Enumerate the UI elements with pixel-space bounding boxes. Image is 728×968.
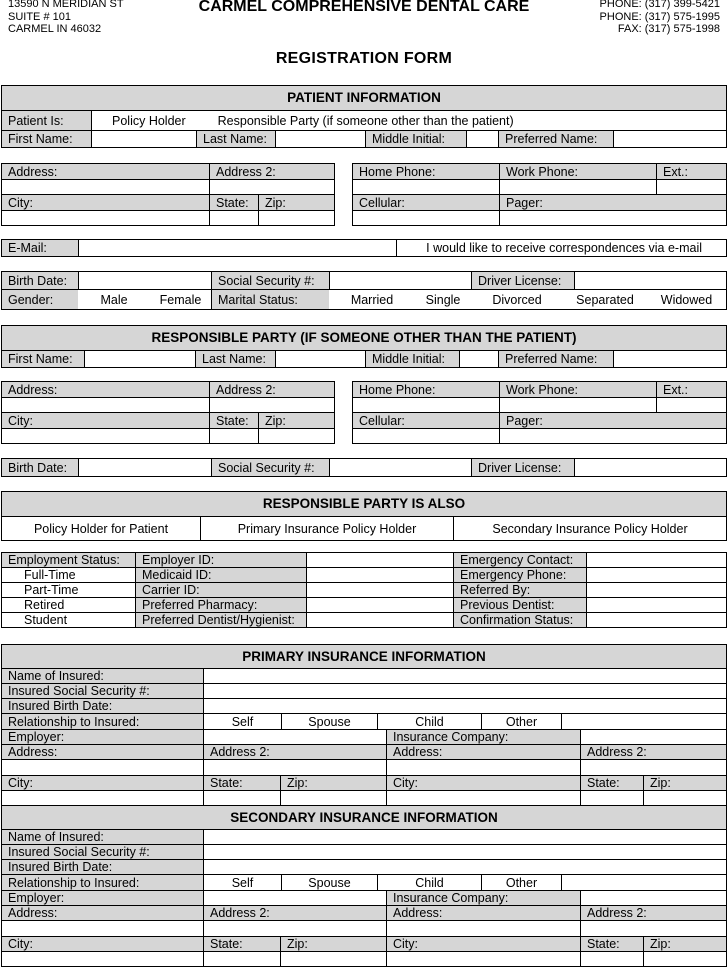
address2-label: Address 2: <box>203 745 386 759</box>
medicaid-id-label: Medicaid ID: <box>135 568 306 582</box>
last-name-field[interactable] <box>275 131 365 147</box>
clinic-name: CARMEL COMPREHENSIVE DENTAL CARE <box>198 0 530 15</box>
state-field[interactable] <box>203 952 280 966</box>
address2-label: Address 2: <box>209 164 335 179</box>
relationship-child[interactable]: Child <box>377 875 481 890</box>
carrier-id-field[interactable] <box>306 583 453 597</box>
state-label: State: <box>209 195 258 210</box>
employment-retired[interactable]: Retired <box>1 598 135 612</box>
ins-address2-field[interactable] <box>580 760 727 775</box>
ins-address2-label: Address 2: <box>580 906 727 920</box>
relationship-label: Relationship to Insured: <box>1 875 203 890</box>
relationship-child[interactable]: Child <box>377 714 481 729</box>
work-phone-field[interactable] <box>499 180 656 194</box>
section-title: PATIENT INFORMATION <box>1 86 727 110</box>
rp-last-name-field[interactable] <box>275 351 365 367</box>
zip-field[interactable] <box>280 952 386 966</box>
zip-label: Zip: <box>280 776 386 790</box>
ssn-label: Social Security #: <box>211 272 329 289</box>
confirmation-status-field[interactable] <box>586 613 727 627</box>
home-phone-label: Home Phone: <box>352 164 499 179</box>
name-insured-label: Name of Insured: <box>1 669 203 683</box>
patient-is-label: Patient Is: <box>1 111 91 130</box>
gender-female[interactable]: Female <box>159 292 202 307</box>
medicaid-id-field[interactable] <box>306 568 453 582</box>
relationship-other-field[interactable] <box>561 714 727 729</box>
rp-middle-initial-field[interactable] <box>459 351 498 367</box>
also-policy-holder[interactable]: Policy Holder for Patient <box>1 517 200 540</box>
address-field[interactable] <box>1 921 203 936</box>
rp-also-block <box>1 491 727 541</box>
driver-license-label: Driver License: <box>471 272 574 289</box>
fax-line: FAX: (317) 575-1998 <box>617 23 720 35</box>
ins-address2-field[interactable] <box>580 921 727 936</box>
ins-zip-label: Zip: <box>643 937 727 951</box>
ext-label: Ext.: <box>656 164 727 179</box>
city-label: City: <box>1 776 203 790</box>
ins-city-field[interactable] <box>386 952 580 966</box>
option-policy-holder[interactable]: Policy Holder <box>112 113 186 128</box>
confirmation-status-label: Confirmation Status: <box>453 613 586 627</box>
rp-home-phone-label: Home Phone: <box>352 382 499 397</box>
emergency-contact-field[interactable] <box>586 553 727 567</box>
patient-is-options <box>91 111 727 130</box>
ins-address-label: Address: <box>386 906 580 920</box>
option-responsible-party[interactable]: Responsible Party (if someone other than the patient) <box>217 113 514 128</box>
insurance-company-label: Insurance Company: <box>386 730 580 744</box>
ins-address2-label: Address 2: <box>580 745 727 759</box>
marital-status-label: Marital Status: <box>211 290 329 309</box>
rp-ext-field[interactable] <box>656 398 727 412</box>
patient-info-block <box>1 85 727 148</box>
insured-birth-label: Insured Birth Date: <box>1 860 203 874</box>
relationship-other[interactable]: Other <box>481 875 561 890</box>
patient-address-block <box>1 163 335 226</box>
ins-city-field[interactable] <box>386 791 580 805</box>
insurance-company-field[interactable] <box>580 891 727 905</box>
state-field[interactable] <box>203 791 280 805</box>
rp-birth-date-label: Birth Date: <box>1 459 78 476</box>
name-insured-field[interactable] <box>203 669 727 683</box>
rp-address-field[interactable] <box>1 398 209 412</box>
marital-divorced[interactable]: Divorced <box>492 292 542 307</box>
rp-first-name-field[interactable] <box>84 351 195 367</box>
ins-address-field[interactable] <box>386 760 580 775</box>
rp-ssn-label: Social Security #: <box>211 459 329 476</box>
address-line: CARMEL IN 46032 <box>8 23 102 35</box>
address2-field[interactable] <box>209 180 335 194</box>
state-label: State: <box>203 937 280 951</box>
employer-label: Employer: <box>1 730 203 744</box>
phone-line: PHONE: (317) 399-5421 <box>599 0 720 10</box>
ins-state-field[interactable] <box>580 952 643 966</box>
form-title: REGISTRATION FORM <box>275 50 453 67</box>
middle-initial-label: Middle Initial: <box>365 131 466 147</box>
cellular-field[interactable] <box>352 211 499 225</box>
first-name-label: First Name: <box>1 131 91 147</box>
rp-city-field[interactable] <box>1 429 209 443</box>
preferred-name-field[interactable] <box>613 131 727 147</box>
primary-insurance-block <box>1 644 727 806</box>
rp-state-field[interactable] <box>209 429 258 443</box>
rp-work-phone-label: Work Phone: <box>499 382 656 397</box>
marital-single[interactable]: Single <box>425 292 461 307</box>
zip-field[interactable] <box>280 791 386 805</box>
rp-birth-date-field[interactable] <box>78 459 211 476</box>
rp-preferred-name-field[interactable] <box>613 351 727 367</box>
ins-address-field[interactable] <box>386 921 580 936</box>
rp-address2-field[interactable] <box>209 398 335 412</box>
email-label: E-Mail: <box>1 240 78 256</box>
relationship-label: Relationship to Insured: <box>1 714 203 729</box>
address-field[interactable] <box>1 180 209 194</box>
address-label: Address: <box>1 745 203 759</box>
dentist-label: Preferred Dentist/Hygienist: <box>135 613 306 627</box>
birth-date-field[interactable] <box>78 272 211 289</box>
address-label: Address: <box>1 906 203 920</box>
dentist-field[interactable] <box>306 613 453 627</box>
referred-by-field[interactable] <box>586 583 727 597</box>
also-secondary-holder[interactable]: Secondary Insurance Policy Holder <box>453 517 727 540</box>
rp-ssn-field[interactable] <box>329 459 471 476</box>
patient-personal-block <box>1 271 727 310</box>
address2-label: Address 2: <box>203 906 386 920</box>
pager-field[interactable] <box>499 211 727 225</box>
rp-personal-block <box>1 458 727 477</box>
relationship-spouse[interactable]: Spouse <box>281 714 377 729</box>
employment-full-time[interactable]: Full-Time <box>1 568 135 582</box>
ins-city-label: City: <box>386 776 580 790</box>
relationship-spouse[interactable]: Spouse <box>281 875 377 890</box>
home-phone-field[interactable] <box>352 180 499 194</box>
rp-phone-block <box>352 381 727 444</box>
email-field[interactable] <box>78 240 396 256</box>
previous-dentist-field[interactable] <box>586 598 727 612</box>
section-title: RESPONSIBLE PARTY (IF SOMEONE OTHER THAN THE PATIENT) <box>1 326 727 350</box>
ins-zip-field[interactable] <box>643 791 727 805</box>
ins-state-label: State: <box>580 937 643 951</box>
address-line: 13590 N MERIDIAN ST <box>8 0 124 10</box>
rp-preferred-name-label: Preferred Name: <box>498 351 613 367</box>
rp-last-name-label: Last Name: <box>195 351 275 367</box>
address-line: SUITE # 101 <box>8 10 71 23</box>
rp-work-phone-field[interactable] <box>499 398 656 412</box>
section-title: PRIMARY INSURANCE INFORMATION <box>1 645 727 668</box>
section-title: SECONDARY INSURANCE INFORMATION <box>1 806 727 829</box>
insurance-company-field[interactable] <box>580 730 727 744</box>
preferred-name-label: Preferred Name: <box>498 131 613 147</box>
employer-field[interactable] <box>203 891 386 905</box>
driver-license-field[interactable] <box>574 272 727 289</box>
name-insured-label: Name of Insured: <box>1 830 203 844</box>
relationship-self[interactable]: Self <box>203 875 281 890</box>
referred-by-label: Referred By: <box>453 583 586 597</box>
marital-married[interactable]: Married <box>350 292 394 307</box>
employer-id-label: Employer ID: <box>135 553 306 567</box>
rp-pager-label: Pager: <box>499 413 727 428</box>
zip-label: Zip: <box>258 195 335 210</box>
carrier-id-label: Carrier ID: <box>135 583 306 597</box>
employment-part-time[interactable]: Part-Time <box>1 583 135 597</box>
rp-cellular-label: Cellular: <box>352 413 499 428</box>
address-field[interactable] <box>1 760 203 775</box>
rp-driver-license-field[interactable] <box>574 459 727 476</box>
insured-ssn-label: Insured Social Security #: <box>1 845 203 859</box>
birth-date-label: Birth Date: <box>1 272 78 289</box>
address2-field[interactable] <box>203 921 386 936</box>
pharmacy-label: Preferred Pharmacy: <box>135 598 306 612</box>
emergency-phone-field[interactable] <box>586 568 727 582</box>
insured-ssn-field[interactable] <box>203 684 727 698</box>
state-label: State: <box>203 776 280 790</box>
rp-cellular-field[interactable] <box>352 429 499 443</box>
employment-status-label: Employment Status: <box>1 553 135 567</box>
middle-initial-field[interactable] <box>466 131 498 147</box>
employer-field[interactable] <box>203 730 386 744</box>
city-field[interactable] <box>1 791 203 805</box>
cellular-label: Cellular: <box>352 195 499 210</box>
pharmacy-field[interactable] <box>306 598 453 612</box>
pager-label: Pager: <box>499 195 727 210</box>
rp-zip-label: Zip: <box>258 413 335 428</box>
insured-birth-field[interactable] <box>203 699 727 713</box>
zip-field[interactable] <box>258 211 335 225</box>
ins-address-label: Address: <box>386 745 580 759</box>
insurance-company-label: Insurance Company: <box>386 891 580 905</box>
rp-state-label: State: <box>209 413 258 428</box>
employer-label: Employer: <box>1 891 203 905</box>
also-primary-holder[interactable]: Primary Insurance Policy Holder <box>200 517 453 540</box>
city-label: City: <box>1 195 209 210</box>
city-field[interactable] <box>1 211 209 225</box>
rp-driver-license-label: Driver License: <box>471 459 574 476</box>
ext-field[interactable] <box>656 180 727 194</box>
rp-middle-initial-label: Middle Initial: <box>365 351 459 367</box>
state-field[interactable] <box>209 211 258 225</box>
insured-birth-label: Insured Birth Date: <box>1 699 203 713</box>
section-title: RESPONSIBLE PARTY IS ALSO <box>1 492 727 516</box>
ins-zip-field[interactable] <box>643 952 727 966</box>
rp-address-label: Address: <box>1 382 209 397</box>
insured-birth-field[interactable] <box>203 860 727 874</box>
rp-home-phone-field[interactable] <box>352 398 499 412</box>
rp-zip-field[interactable] <box>258 429 335 443</box>
marital-separated[interactable]: Separated <box>576 292 634 307</box>
last-name-label: Last Name: <box>196 131 275 147</box>
address2-field[interactable] <box>203 760 386 775</box>
emergency-phone-label: Emergency Phone: <box>453 568 586 582</box>
emergency-contact-label: Emergency Contact: <box>453 553 586 567</box>
employment-student[interactable]: Student <box>1 613 135 627</box>
ins-city-label: City: <box>386 937 580 951</box>
gender-label: Gender: <box>1 290 78 309</box>
relationship-other[interactable]: Other <box>481 714 561 729</box>
employer-id-field[interactable] <box>306 553 453 567</box>
insured-ssn-label: Insured Social Security #: <box>1 684 203 698</box>
previous-dentist-label: Previous Dentist: <box>453 598 586 612</box>
rp-city-label: City: <box>1 413 209 428</box>
address-label: Address: <box>1 164 209 179</box>
zip-label: Zip: <box>280 937 386 951</box>
clinic-phones <box>600 0 720 36</box>
patient-email-block <box>1 239 727 257</box>
phone-line: PHONE: (317) 575-1995 <box>599 10 720 23</box>
relationship-other-field[interactable] <box>561 875 727 890</box>
ins-state-label: State: <box>580 776 643 790</box>
city-field[interactable] <box>1 952 203 966</box>
insured-ssn-field[interactable] <box>203 845 727 859</box>
email-preference[interactable]: I would like to receive correspondences via e-mail <box>396 240 727 256</box>
first-name-field[interactable] <box>91 131 196 147</box>
patient-phone-block <box>352 163 727 226</box>
name-insured-field[interactable] <box>203 830 727 844</box>
rp-address2-label: Address 2: <box>209 382 335 397</box>
responsible-party-block <box>1 325 727 368</box>
city-label: City: <box>1 937 203 951</box>
rp-ext-label: Ext.: <box>656 382 727 397</box>
rp-address-block <box>1 381 335 444</box>
gender-male[interactable]: Male <box>100 292 128 307</box>
ins-state-field[interactable] <box>580 791 643 805</box>
rp-pager-field[interactable] <box>499 429 727 443</box>
relationship-self[interactable]: Self <box>203 714 281 729</box>
employment-block <box>1 552 727 628</box>
rp-first-name-label: First Name: <box>1 351 84 367</box>
ssn-field[interactable] <box>329 272 471 289</box>
marital-widowed[interactable]: Widowed <box>647 290 727 309</box>
work-phone-label: Work Phone: <box>499 164 656 179</box>
ins-zip-label: Zip: <box>643 776 727 790</box>
secondary-insurance-block <box>1 805 727 967</box>
